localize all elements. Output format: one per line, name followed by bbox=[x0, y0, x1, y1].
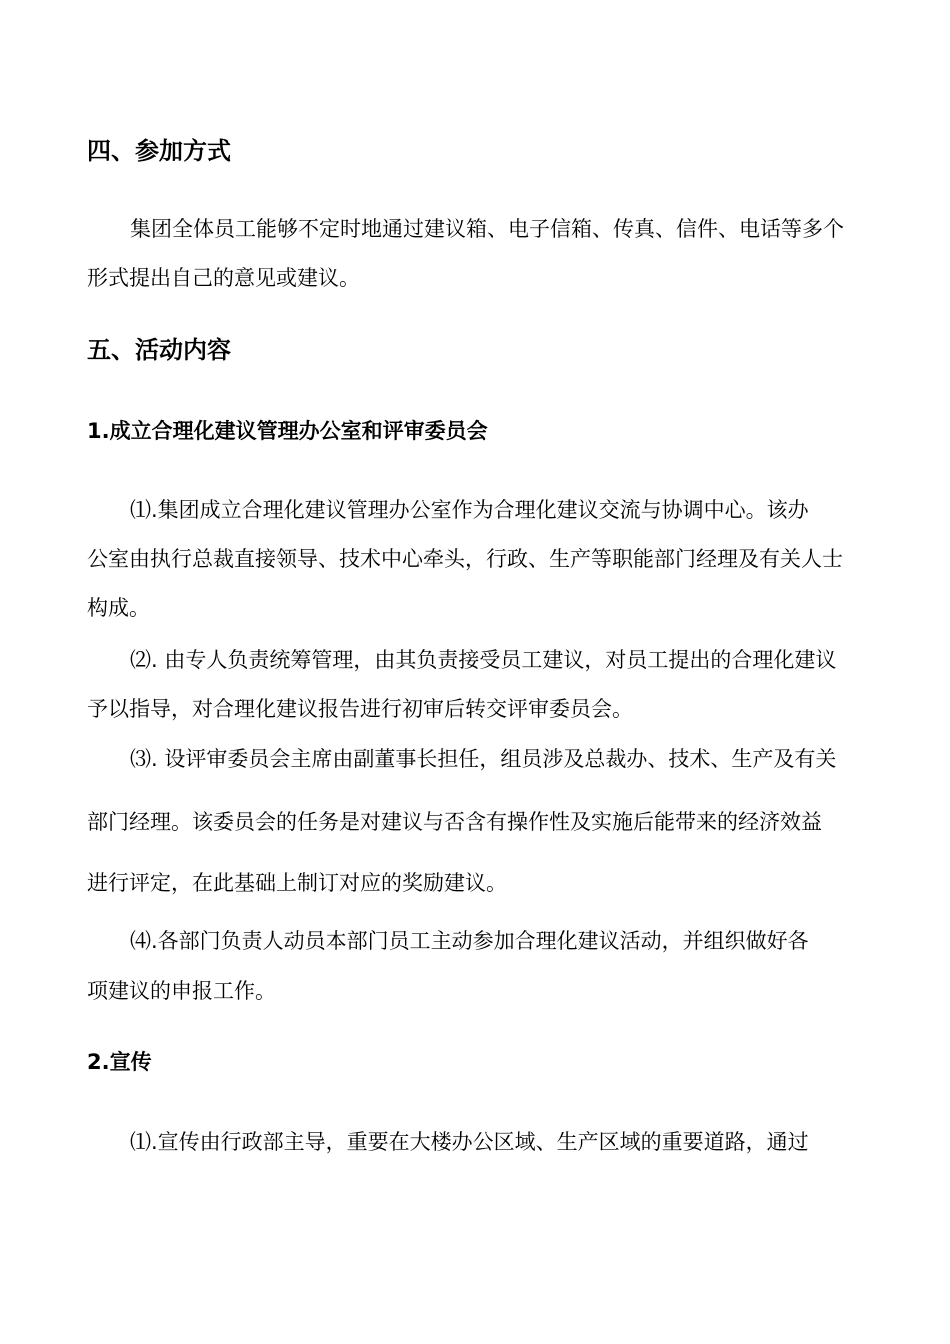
subsection-heading-office: 1.成立合理化建议管理办公室和评审委员会 bbox=[87, 419, 488, 443]
subsection-heading-publicity: 2.宣传 bbox=[87, 1050, 152, 1074]
item-line: 构成。 bbox=[87, 596, 150, 620]
paragraph-line: 形式提出自己的意见或建议。 bbox=[87, 266, 360, 290]
paragraph-line: 集团全体员工能够不定时地通过建议箱、电子信箱、传真、信件、电话等多个 bbox=[130, 217, 844, 241]
item-line: ⑵. 由专人负责统筹管理，由其负责接受员工建议，对员工提出的合理化建议 bbox=[130, 648, 837, 672]
item-line: 进行评定，在此基础上制订对应的奖励建议。 bbox=[87, 871, 507, 895]
item-line: 予以指导，对合理化建议报告进行初审后转交评审委员会。 bbox=[87, 697, 633, 721]
item-line: 公室由执行总裁直接领导、技术中心牵头，行政、生产等职能部门经理及有关人士 bbox=[87, 547, 843, 571]
item-line: ⑷.各部门负责人动员本部门员工主动参加合理化建议活动，并组织做好各 bbox=[130, 929, 809, 953]
item-line: 部门经理。该委员会的任务是对建议与否含有操作性及实施后能带来的经济效益 bbox=[87, 810, 822, 834]
item-line: ⑶. 设评审委员会主席由副董事长担任，组员涉及总裁办、技术、生产及有关 bbox=[130, 747, 837, 771]
item-line: 项建议的申报工作。 bbox=[87, 979, 276, 1003]
item-line: ⑴.集团成立合理化建议管理办公室作为合理化建议交流与协调中心。该办 bbox=[130, 498, 809, 522]
item-line: ⑴.宣传由行政部主导，重要在大楼办公区域、生产区域的重要道路，通过 bbox=[130, 1130, 809, 1154]
section-heading-participation: 四、参加方式 bbox=[87, 137, 231, 165]
section-heading-activities: 五、活动内容 bbox=[87, 336, 231, 364]
